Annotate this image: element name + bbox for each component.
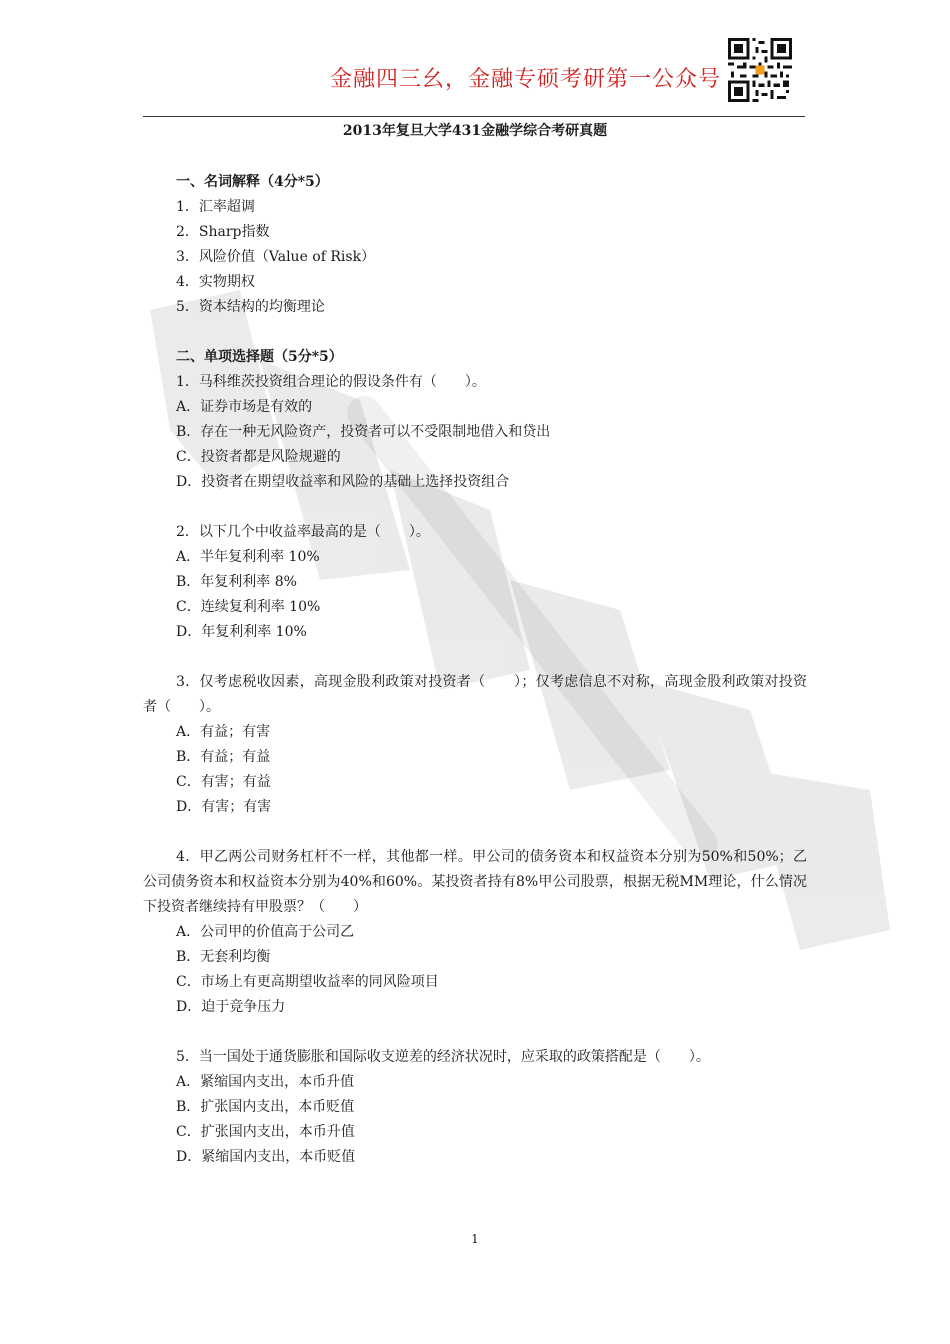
answer-option: D．年复利利率 10% bbox=[176, 624, 307, 640]
answer-option: C．市场上有更高期望收益率的同风险项目 bbox=[176, 974, 439, 990]
question-stem: 2．以下几个中收益率最高的是（ ）。 bbox=[176, 524, 430, 540]
answer-option: C．扩张国内支出，本币升值 bbox=[176, 1124, 355, 1140]
question-stem: 5．当一国处于通货膨胀和国际收支逆差的经济状况时，应采取的政策搭配是（ ）。 bbox=[176, 1049, 710, 1065]
header-banner: 金融四三幺，金融专硕考研第一公众号 bbox=[330, 67, 722, 92]
answer-option: B．存在一种无风险资产，投资者可以不受限制地借入和贷出 bbox=[176, 424, 551, 440]
document-title: 2013年复旦大学431金融学综合考研真题 bbox=[342, 123, 608, 139]
term-item: 3．风险价值（Value of Risk） bbox=[176, 249, 376, 265]
answer-option: A．证券市场是有效的 bbox=[176, 399, 313, 415]
answer-option: C．连续复利利率 10% bbox=[176, 599, 321, 615]
answer-option: A．半年复利利率 10% bbox=[176, 549, 320, 565]
question-stem: 1．马科维茨投资组合理论的假设条件有（ ）。 bbox=[176, 374, 486, 390]
answer-option: D．有害；有害 bbox=[176, 799, 272, 815]
header-rule bbox=[143, 116, 805, 117]
answer-option: D．投资者在期望收益率和风险的基础上选择投资组合 bbox=[176, 474, 510, 490]
section-heading: 一、名词解释（4分*5） bbox=[176, 174, 329, 190]
answer-option: C．有害；有益 bbox=[176, 774, 271, 790]
question-stem: 3．仅考虑税收因素，高现金股利政策对投资者（ ）；仅考虑信息不对称，高现金股利政策对投资者（ ）。 bbox=[143, 674, 807, 715]
term-item: 1．汇率超调 bbox=[176, 199, 255, 215]
answer-option: B．年复利利率 8% bbox=[176, 574, 297, 590]
term-item: 5．资本结构的均衡理论 bbox=[176, 299, 325, 315]
term-item: 4．实物期权 bbox=[176, 274, 255, 290]
answer-option: A．紧缩国内支出，本币升值 bbox=[176, 1074, 355, 1090]
section-heading: 二、单项选择题（5分*5） bbox=[176, 349, 343, 365]
answer-option: D．紧缩国内支出，本币贬值 bbox=[176, 1149, 356, 1165]
answer-option: A．公司甲的价值高于公司乙 bbox=[176, 924, 355, 940]
question-stem: 4．甲乙两公司财务杠杆不一样，其他都一样。甲公司的债务资本和权益资本分别为50%和50%；乙公司债务资本和权益资本分别为40%和60%。某投资者持有8%甲公司股票，根据无税MM理论，什么情况下投资者继续持有甲股票？（ ） bbox=[143, 849, 807, 915]
answer-option: D．迫于竞争压力 bbox=[176, 999, 286, 1015]
answer-option: B．扩张国内支出，本币贬值 bbox=[176, 1099, 355, 1115]
qr-code-icon bbox=[728, 38, 792, 102]
answer-option: B．有益；有益 bbox=[176, 749, 271, 765]
answer-option: C．投资者都是风险规避的 bbox=[176, 449, 341, 465]
answer-option: B．无套利均衡 bbox=[176, 949, 271, 965]
page-number: 1 bbox=[471, 1232, 479, 1246]
document-body bbox=[143, 170, 807, 1170]
term-item: 2．Sharp指数 bbox=[176, 224, 270, 240]
answer-option: A．有益；有害 bbox=[176, 724, 271, 740]
